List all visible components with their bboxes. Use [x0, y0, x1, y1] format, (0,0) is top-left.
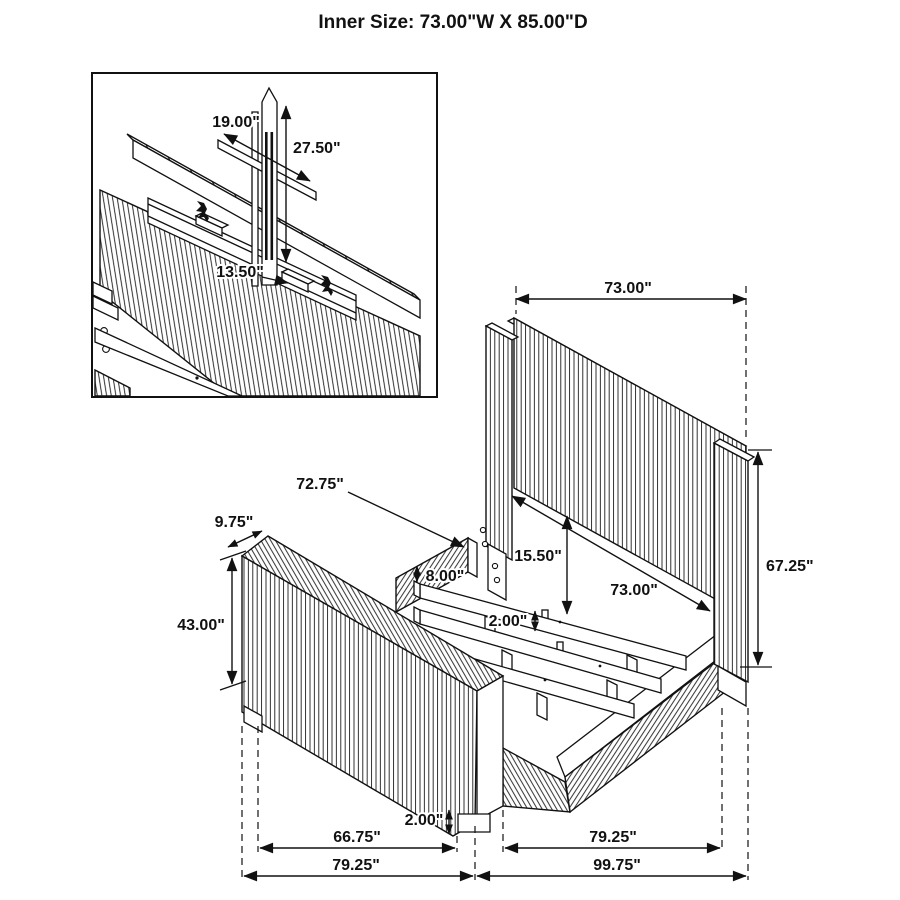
dim-overall-length-label: 99.75"	[593, 857, 641, 874]
page-title: Inner Size: 73.00"W X 85.00"D	[318, 12, 588, 33]
headboard-left-leg	[488, 544, 506, 600]
dim-slat-thickness-label: 2.00"	[488, 613, 528, 630]
dim-headboard-width-label: 73.00"	[604, 280, 652, 297]
footboard-right-foot	[458, 814, 490, 832]
dim-strap-length-label: 19.00"	[212, 114, 260, 131]
headboard-left-wing	[486, 326, 512, 560]
inset-detail-box	[92, 73, 437, 397]
dim-footboard-inner-width-label: 66.75"	[333, 829, 381, 846]
dim-bracket-height-label: 27.50"	[293, 140, 341, 157]
dim-footboard-height-label: 43.00"	[177, 617, 225, 634]
dim-rail-drop-label: 8.00"	[425, 568, 465, 585]
inset-rear-strap	[252, 112, 258, 286]
left-side-rail-endcap	[468, 538, 477, 577]
dim-footboard-depth-label: 9.75"	[214, 514, 254, 531]
dim-foot-leg-height-label: 2.00"	[404, 812, 444, 829]
footboard-end-cap	[477, 676, 503, 820]
dim-headboard-height-label: 67.25"	[766, 558, 814, 575]
dim-bracket-offset-label: 13.50"	[216, 264, 264, 281]
dim-side-rail-length-label: 72.75"	[296, 476, 344, 493]
headboard-right-wing	[714, 443, 748, 682]
dim-headboard-clearance-label: 15.50"	[514, 548, 562, 565]
slat-leg	[537, 693, 547, 720]
dim-inner-width-label: 73.00"	[610, 582, 658, 599]
inset-center-post	[262, 88, 277, 285]
dim-footboard-width-label: 79.25"	[332, 857, 380, 874]
dim-platform-width-label: 79.25"	[589, 829, 637, 846]
